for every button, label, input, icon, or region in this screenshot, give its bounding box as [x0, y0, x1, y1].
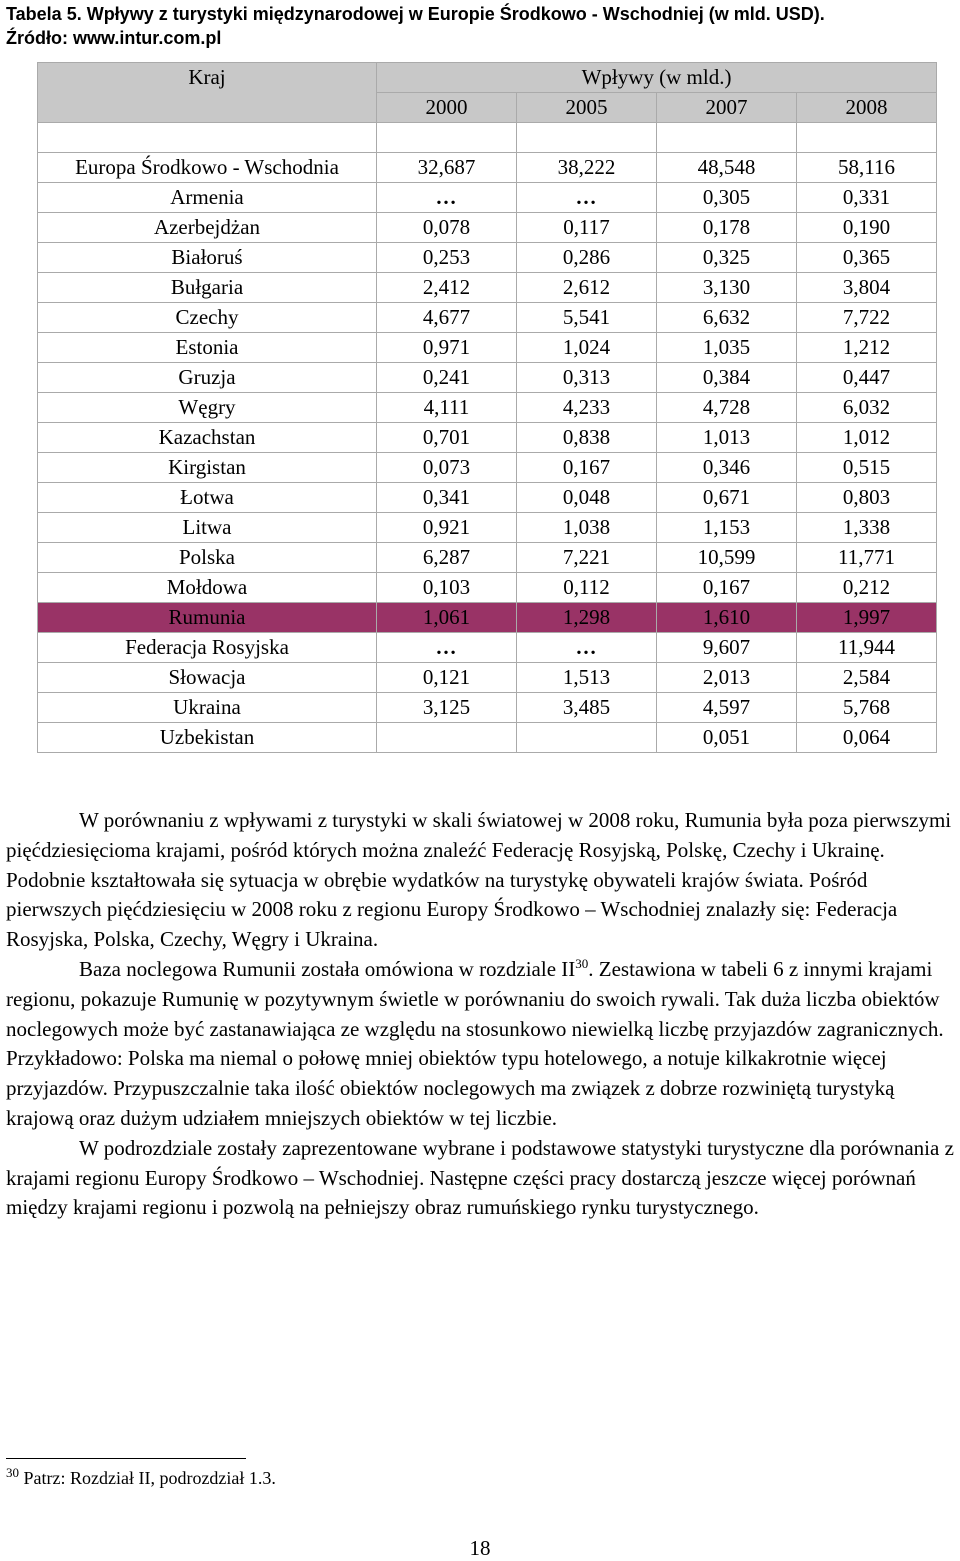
value-cell: 0,515: [797, 453, 937, 483]
value-cell: 0,212: [797, 573, 937, 603]
body-text: [6, 806, 960, 1223]
table-row: [38, 723, 937, 753]
country-cell: Azerbejdżan: [38, 213, 377, 243]
value-cell: 1,153: [657, 513, 797, 543]
value-cell: 1,298: [517, 603, 657, 633]
value-cell: 11,944: [797, 633, 937, 663]
value-cell: 1,012: [797, 423, 937, 453]
table-row: [38, 603, 937, 633]
table-row: [38, 243, 937, 273]
value-cell: 3,130: [657, 273, 797, 303]
value-cell: 58,116: [797, 153, 937, 183]
value-cell: 9,607: [657, 633, 797, 663]
header-year: 2005: [517, 93, 657, 123]
value-cell: 32,687: [377, 153, 517, 183]
footnote: [6, 1466, 276, 1490]
value-cell: 4,111: [377, 393, 517, 423]
country-cell: Polska: [38, 543, 377, 573]
paragraph-2: [6, 955, 960, 1134]
value-cell: 0,253: [377, 243, 517, 273]
value-cell: 1,610: [657, 603, 797, 633]
value-cell: …: [377, 183, 517, 213]
country-cell: Łotwa: [38, 483, 377, 513]
value-cell: 0,051: [657, 723, 797, 753]
country-cell: Ukraina: [38, 693, 377, 723]
value-cell: 4,728: [657, 393, 797, 423]
value-cell: 3,125: [377, 693, 517, 723]
footnote-text: Patrz: Rozdział II, podrozdział 1.3.: [19, 1468, 276, 1488]
value-cell: 1,024: [517, 333, 657, 363]
page-number: 18: [469, 1536, 491, 1560]
value-cell: 0,305: [657, 183, 797, 213]
paragraph-1: W porównaniu z wpływami z turystyki w skali światowej w 2008 roku, Rumunia była poza pierwszymi pięćdziesięcioma krajami, pośród których można znaleźć Federację Rosyjską, Polskę, Czechy i Ukrainę. Podobnie kształtowała się sytuacja w obrębie wydatków na turystykę obywateli krajów świata. Pośród pierwszych pięćdziesięciu w 2008 roku z regionu Europy Środkowo – Wschodniej znalazły się: Federacja Rosyjska, Polska, Czechy, Węgry i Ukraina.: [6, 808, 952, 952]
country-cell: Gruzja: [38, 363, 377, 393]
value-cell: 3,485: [517, 693, 657, 723]
table-row: [38, 483, 937, 513]
header-country: Kraj: [38, 63, 377, 123]
value-cell: 1,212: [797, 333, 937, 363]
value-cell: 1,035: [657, 333, 797, 363]
header-year: 2008: [797, 93, 937, 123]
tourism-revenue-table: [37, 62, 937, 753]
value-cell: 0,048: [517, 483, 657, 513]
country-cell: Białoruś: [38, 243, 377, 273]
value-cell: 3,804: [797, 273, 937, 303]
value-cell: 1,338: [797, 513, 937, 543]
value-cell: 0,121: [377, 663, 517, 693]
value-cell: 0,325: [657, 243, 797, 273]
value-cell: 0,241: [377, 363, 517, 393]
value-cell: 0,838: [517, 423, 657, 453]
value-cell: 2,584: [797, 663, 937, 693]
value-cell: 0,078: [377, 213, 517, 243]
value-cell: 2,412: [377, 273, 517, 303]
value-cell: 10,599: [657, 543, 797, 573]
value-cell: 0,190: [797, 213, 937, 243]
table-header-row: [38, 63, 937, 93]
value-cell: 0,384: [657, 363, 797, 393]
country-cell: Mołdowa: [38, 573, 377, 603]
value-cell: 1,038: [517, 513, 657, 543]
value-cell: …: [517, 183, 657, 213]
value-cell: 2,013: [657, 663, 797, 693]
value-cell: 5,768: [797, 693, 937, 723]
value-cell: 4,233: [517, 393, 657, 423]
value-cell: 11,771: [797, 543, 937, 573]
header-year: 2007: [657, 93, 797, 123]
value-cell: 0,921: [377, 513, 517, 543]
country-cell: Kazachstan: [38, 423, 377, 453]
value-cell: 0,112: [517, 573, 657, 603]
value-cell: 6,287: [377, 543, 517, 573]
value-cell: 48,548: [657, 153, 797, 183]
value-cell: 1,997: [797, 603, 937, 633]
value-cell: 0,971: [377, 333, 517, 363]
value-cell: 0,286: [517, 243, 657, 273]
table-row: [38, 333, 937, 363]
table-row: [38, 303, 937, 333]
header-revenue-group: Wpływy (w mld.): [377, 63, 937, 93]
table-row: [38, 183, 937, 213]
value-cell: [377, 723, 517, 753]
value-cell: 38,222: [517, 153, 657, 183]
value-cell: 1,013: [657, 423, 797, 453]
table-row: [38, 573, 937, 603]
table-row: [38, 663, 937, 693]
value-cell: 6,032: [797, 393, 937, 423]
table-row: [38, 393, 937, 423]
value-cell: 7,221: [517, 543, 657, 573]
value-cell: 0,313: [517, 363, 657, 393]
value-cell: …: [377, 633, 517, 663]
value-cell: 0,341: [377, 483, 517, 513]
caption-title: Tabela 5. Wpływy z turystyki międzynarodowej w Europie Środkowo - Wschodniej (w mld. USD).: [6, 4, 825, 24]
table-row: [38, 273, 937, 303]
country-cell: Federacja Rosyjska: [38, 633, 377, 663]
country-cell: Armenia: [38, 183, 377, 213]
value-cell: 5,541: [517, 303, 657, 333]
footnote-ref[interactable]: 30: [575, 955, 589, 971]
table-row: [38, 453, 937, 483]
value-cell: 0,346: [657, 453, 797, 483]
table-row: [38, 513, 937, 543]
value-cell: 4,597: [657, 693, 797, 723]
country-cell: Węgry: [38, 393, 377, 423]
value-cell: 0,803: [797, 483, 937, 513]
footnote-number: 30: [6, 1465, 19, 1480]
value-cell: …: [517, 633, 657, 663]
value-cell: 0,064: [797, 723, 937, 753]
value-cell: 0,167: [657, 573, 797, 603]
table-spacer-row: [38, 123, 937, 153]
table-row: [38, 423, 937, 453]
value-cell: 2,612: [517, 273, 657, 303]
value-cell: 0,117: [517, 213, 657, 243]
header-year: 2000: [377, 93, 517, 123]
value-cell: 6,632: [657, 303, 797, 333]
paragraph-2-rest: . Zestawiona w tabeli 6 z innymi krajami regionu, pokazuje Rumunię w pozytywnym świetle w porównaniu do swoich rywali. Tak duża liczba obiektów noclegowych może być zastanawiająca ze względu na stosunkowo niewielką liczbę przyjazdów zagranicznych. Przykładowo: Polska ma niemal o połowę mniej obiektów typu hotelowego, a notuje kilkakrotnie więcej przyjazdów. Przypuszczalnie taka ilość obiektów noclegowych ma związek z dobrze rozwiniętą turystyką krajową oraz dużym udziałem mniejszych obiektów w tej liczbie.: [6, 956, 944, 1130]
value-cell: 1,513: [517, 663, 657, 693]
value-cell: 0,331: [797, 183, 937, 213]
table-row: [38, 153, 937, 183]
value-cell: 0,103: [377, 573, 517, 603]
paragraph-3: W podrozdziale zostały zaprezentowane wybrane i podstawowe statystyki turystyczne dla porównania z krajami regionu Europy Środkowo – Wschodniej. Następne części pracy dostarczą jeszcze więcej porównań między krajami regionu i pozwolą na pełniejszy obraz rumuńskiego rynku turystycznego.: [6, 1135, 954, 1220]
value-cell: 0,447: [797, 363, 937, 393]
caption-source: Źródło: www.intur.com.pl: [6, 28, 222, 48]
country-cell: Kirgistan: [38, 453, 377, 483]
value-cell: 0,073: [377, 453, 517, 483]
country-cell: Słowacja: [38, 663, 377, 693]
country-cell: Litwa: [38, 513, 377, 543]
country-cell: Czechy: [38, 303, 377, 333]
value-cell: 0,365: [797, 243, 937, 273]
table-row: [38, 543, 937, 573]
country-cell: Estonia: [38, 333, 377, 363]
country-cell: Uzbekistan: [38, 723, 377, 753]
value-cell: 4,677: [377, 303, 517, 333]
footnote-separator: [6, 1458, 246, 1459]
table-row: [38, 363, 937, 393]
country-cell: Bułgaria: [38, 273, 377, 303]
table-row: [38, 633, 937, 663]
value-cell: 0,178: [657, 213, 797, 243]
value-cell: 7,722: [797, 303, 937, 333]
paragraph-2-start: Baza noclegowa Rumunii została omówiona w rozdziale II: [79, 956, 576, 981]
table-row: [38, 693, 937, 723]
value-cell: 0,167: [517, 453, 657, 483]
table-row: [38, 213, 937, 243]
country-cell: Rumunia: [38, 603, 377, 633]
country-cell: Europa Środkowo - Wschodnia: [38, 153, 377, 183]
value-cell: 0,671: [657, 483, 797, 513]
value-cell: 1,061: [377, 603, 517, 633]
table-caption: [6, 2, 946, 50]
value-cell: [517, 723, 657, 753]
value-cell: 0,701: [377, 423, 517, 453]
